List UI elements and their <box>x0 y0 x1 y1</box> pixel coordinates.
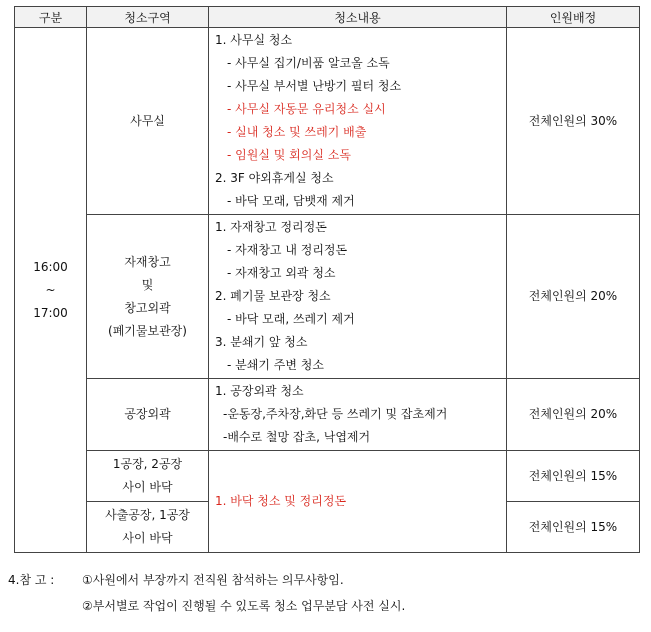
table-row <box>15 451 640 502</box>
area-line: 사출공장, 1공장 <box>105 508 190 522</box>
content-line: 1. 공장외곽 청소 <box>215 384 304 398</box>
time-cell <box>15 28 87 553</box>
content-line-highlight: - 실내 청소 및 쓰레기 배출 <box>227 125 367 139</box>
note-line-2: ②부서별로 작업이 진행될 수 있도록 청소 업무분담 사전 실시. <box>82 599 406 613</box>
staff-cell: 전체인원의 20% <box>507 215 640 379</box>
content-line: - 바닥 모래, 담뱃재 제거 <box>227 194 355 208</box>
area-cell <box>87 28 209 215</box>
notes-label: 4.참 고 : <box>8 573 55 587</box>
notes-section <box>8 567 405 619</box>
content-line: 2. 3F 야외휴게실 청소 <box>215 171 334 185</box>
area-line: 사이 바닥 <box>122 480 173 494</box>
content-line: - 자재창고 외곽 청소 <box>227 266 336 280</box>
floor-content-cell <box>209 451 507 553</box>
header-staff: 인원배정 <box>507 7 640 28</box>
content-line: 3. 분쇄기 앞 청소 <box>215 335 308 349</box>
content-cell <box>209 28 507 215</box>
content-line: - 사무실 집기/비품 알코올 소독 <box>227 56 390 70</box>
area-line: 1공장, 2공장 <box>112 457 183 471</box>
content-line: 2. 폐기물 보관장 청소 <box>215 289 331 303</box>
note-line-1 <box>8 567 405 593</box>
table-row <box>15 215 640 379</box>
header-division: 구분 <box>15 7 87 28</box>
table-row <box>15 379 640 451</box>
header-content: 청소내용 <box>209 7 507 28</box>
header-area: 청소구역 <box>87 7 209 28</box>
area-line: 자재창고 <box>124 254 171 269</box>
area-line: 사무실 <box>130 113 165 128</box>
time-separator: ~ <box>45 282 56 297</box>
content-line: - 사무실 부서별 난방기 필터 청소 <box>227 79 402 93</box>
area-line: (폐기물보관장) <box>108 323 187 338</box>
area-line: 공장외곽 <box>124 407 171 421</box>
header-row <box>15 7 640 28</box>
content-line: - 자재창고 내 정리정돈 <box>227 243 348 257</box>
content-line-highlight: 1. 바닥 청소 및 정리정돈 <box>215 494 347 508</box>
cleaning-schedule-table <box>14 6 640 553</box>
area-line: 창고외곽 <box>124 300 171 315</box>
staff-cell: 전체인원의 15% <box>507 451 640 502</box>
area-cell <box>87 451 209 502</box>
content-line: 1. 자재창고 정리정돈 <box>215 220 327 234</box>
area-cell <box>87 215 209 379</box>
staff-cell: 전체인원의 15% <box>507 502 640 553</box>
content-line-highlight: - 사무실 자동문 유리청소 실시 <box>227 102 386 116</box>
note-text: ①사원에서 부장까지 전직원 참석하는 의무사항임. <box>82 573 344 587</box>
content-line: - 분쇄기 주변 청소 <box>227 358 324 372</box>
content-line: 1. 사무실 청소 <box>215 33 293 47</box>
content-line: - 바닥 모래, 쓰레기 제거 <box>227 312 355 326</box>
content-line: -배수로 철망 잡초, 낙엽제거 <box>223 430 371 444</box>
content-cell <box>209 215 507 379</box>
staff-cell: 전체인원의 20% <box>507 379 640 451</box>
area-cell <box>87 379 209 451</box>
content-cell <box>209 379 507 451</box>
content-line-highlight: - 임원실 및 회의실 소독 <box>227 148 351 162</box>
staff-cell: 전체인원의 30% <box>507 28 640 215</box>
table-row <box>15 28 640 215</box>
area-line: 및 <box>141 277 154 292</box>
content-line: -운동장,주차장,화단 등 쓰레기 및 잡초제거 <box>223 407 448 421</box>
area-line: 사이 바닥 <box>122 531 173 545</box>
area-cell <box>87 502 209 553</box>
time-end: 17:00 <box>33 305 68 320</box>
time-start: 16:00 <box>33 259 68 274</box>
